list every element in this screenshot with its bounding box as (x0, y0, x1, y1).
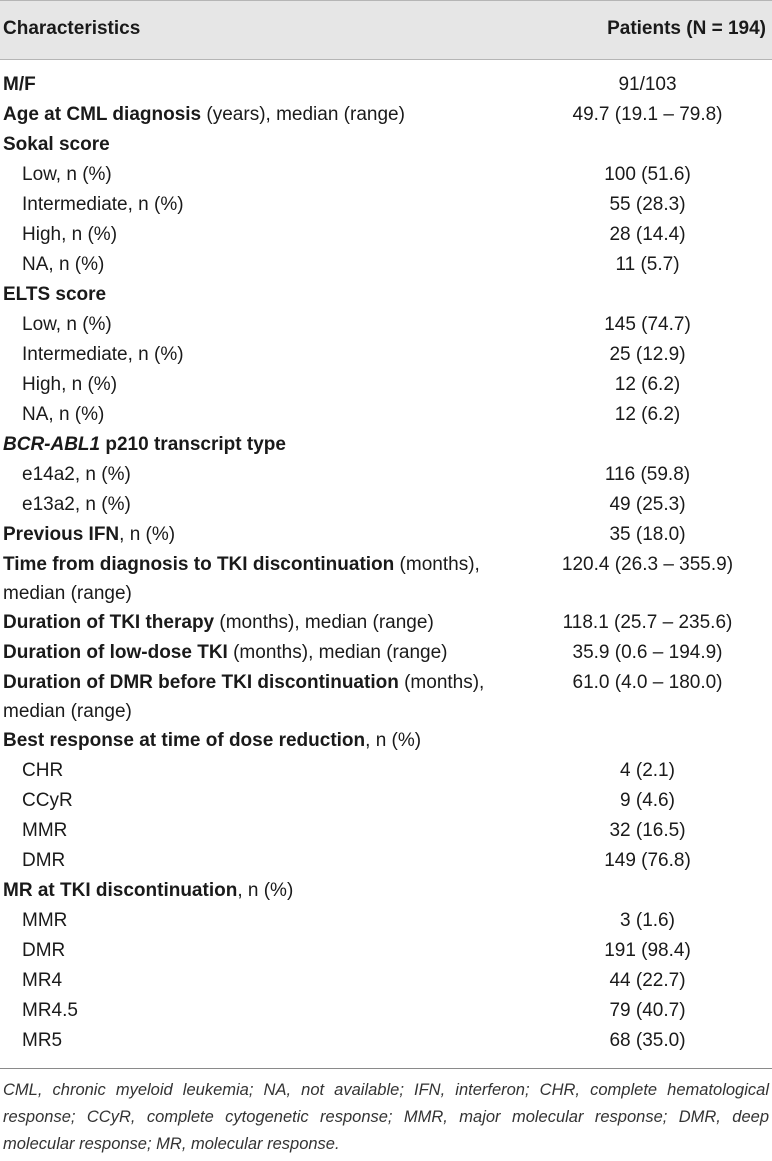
table-row (0, 726, 772, 756)
table-row (0, 638, 772, 668)
row-sub-label: MR4.5 (22, 1000, 78, 1021)
table-row (0, 160, 772, 190)
row-sub-label: Low, n (%) (22, 314, 112, 335)
table-body (0, 70, 772, 1056)
table-row (0, 996, 772, 1026)
row-label (22, 966, 542, 996)
table-bottom-rule (0, 1068, 772, 1069)
row-label (3, 726, 523, 756)
table-row (0, 1026, 772, 1056)
table-row (0, 876, 772, 906)
table-row (0, 280, 772, 310)
table-row (0, 130, 772, 160)
table-row (0, 668, 772, 726)
table-row (0, 906, 772, 936)
row-sub-label: High, n (%) (22, 374, 118, 395)
row-label (22, 310, 542, 340)
row-label (22, 250, 542, 280)
row-value: 116 (59.8) (604, 464, 691, 485)
table-row (0, 846, 772, 876)
row-label-bold: Duration of DMR before TKI discontinuation (3, 672, 399, 693)
row-value: 12 (6.2) (614, 374, 681, 395)
row-label-bold: p210 transcript type (100, 434, 286, 455)
row-sub-label: DMR (22, 850, 66, 871)
table-row (0, 786, 772, 816)
row-label (22, 370, 542, 400)
table-row (0, 220, 772, 250)
row-label (3, 100, 523, 130)
table-row (0, 520, 772, 550)
row-label-rest: (months), median (range) (3, 554, 480, 604)
row-value: 12 (6.2) (614, 404, 681, 425)
row-label (3, 876, 523, 906)
table-row (0, 100, 772, 130)
table-row (0, 608, 772, 638)
row-label (3, 280, 523, 310)
row-value: 49.7 (19.1 – 79.8) (572, 104, 723, 125)
row-value: 120.4 (26.3 – 355.9) (561, 554, 734, 575)
row-label-bold: Duration of TKI therapy (3, 612, 215, 633)
row-sub-label: MMR (22, 820, 68, 841)
table-row (0, 460, 772, 490)
row-value: 35 (18.0) (609, 524, 686, 545)
row-label (22, 490, 542, 520)
row-label-rest: , n (%) (237, 880, 294, 901)
row-value: 25 (12.9) (609, 344, 686, 365)
row-sub-label: MMR (22, 910, 68, 931)
row-value: 35.9 (0.6 – 194.9) (572, 642, 723, 663)
row-label-italic: BCR-ABL1 (3, 434, 101, 455)
row-label (22, 906, 542, 936)
table-row (0, 816, 772, 846)
row-label-bold: Time from diagnosis to TKI discontinuation (3, 554, 395, 575)
row-label-rest: , n (%) (365, 730, 422, 751)
row-label (22, 846, 542, 876)
row-label (22, 340, 542, 370)
table-header (0, 0, 772, 60)
row-label (22, 816, 542, 846)
row-sub-label: MR5 (22, 1030, 63, 1051)
table-row (0, 370, 772, 400)
row-label (22, 460, 542, 490)
row-label (3, 70, 523, 100)
row-value: 4 (2.1) (620, 760, 675, 781)
row-sub-label: DMR (22, 940, 66, 961)
table-row (0, 190, 772, 220)
row-sub-label: e13a2, n (%) (22, 494, 131, 515)
row-value: 68 (35.0) (609, 1030, 686, 1051)
table-footnote: CML, chronic myeloid leukemia; NA, not available; IFN, interferon; CHR, complete hematological response; CCyR, complete cytogenetic response; MMR, major molecular response; DMR, deep molecular response; MR, molecular response. (3, 1081, 769, 1153)
row-label-bold: M/F (3, 74, 36, 95)
row-label (22, 160, 542, 190)
row-label-rest: (months), median (range) (227, 642, 448, 663)
row-label (3, 130, 523, 160)
row-sub-label: e14a2, n (%) (22, 464, 131, 485)
row-label-bold: ELTS score (3, 284, 107, 305)
row-sub-label: Low, n (%) (22, 164, 112, 185)
row-sub-label: MR4 (22, 970, 63, 991)
row-label-bold: Best response at time of dose reduction (3, 730, 366, 751)
row-value: 149 (76.8) (604, 850, 691, 871)
table-row (0, 490, 772, 520)
table-row (0, 936, 772, 966)
row-sub-label: CCyR (22, 790, 73, 811)
row-label (3, 550, 533, 608)
row-label (3, 520, 523, 550)
table-row (0, 400, 772, 430)
row-value: 28 (14.4) (609, 224, 686, 245)
row-label (22, 1026, 542, 1056)
row-sub-label: High, n (%) (22, 224, 118, 245)
table-row (0, 310, 772, 340)
table-row (0, 756, 772, 786)
row-sub-label: NA, n (%) (22, 254, 105, 275)
row-label (22, 190, 542, 220)
row-value: 61.0 (4.0 – 180.0) (572, 672, 723, 693)
table-row (0, 966, 772, 996)
row-value: 11 (5.7) (615, 254, 680, 275)
row-label (3, 608, 523, 638)
row-value: 55 (28.3) (609, 194, 686, 215)
row-value: 145 (74.7) (604, 314, 691, 335)
row-label-rest: , n (%) (119, 524, 176, 545)
row-label (22, 756, 542, 786)
row-sub-label: Intermediate, n (%) (22, 344, 184, 365)
row-label-bold: Previous IFN (3, 524, 120, 545)
row-label-bold: MR at TKI discontinuation (3, 880, 238, 901)
table-row (0, 340, 772, 370)
row-label (22, 996, 542, 1026)
row-value: 49 (25.3) (609, 494, 686, 515)
row-label (22, 220, 542, 250)
row-label-rest: (months), median (range) (214, 612, 434, 633)
row-value: 100 (51.6) (604, 164, 691, 185)
table-row (0, 550, 772, 608)
row-label (22, 786, 542, 816)
row-label (3, 638, 523, 668)
row-label (3, 668, 533, 726)
row-value: 3 (1.6) (620, 910, 675, 931)
row-sub-label: CHR (22, 760, 64, 781)
row-label-bold: Duration of low-dose TKI (3, 642, 228, 663)
row-label-rest: (years), median (range) (201, 104, 405, 125)
table-row (0, 430, 772, 460)
row-value: 118.1 (25.7 – 235.6) (562, 612, 733, 633)
row-value: 44 (22.7) (609, 970, 686, 991)
row-label-bold: Sokal score (3, 134, 110, 155)
row-label-rest: (months), median (range) (3, 672, 485, 722)
row-label (22, 400, 542, 430)
table-row (0, 70, 772, 100)
row-label (22, 936, 542, 966)
row-value: 79 (40.7) (609, 1000, 686, 1021)
row-sub-label: Intermediate, n (%) (22, 194, 184, 215)
row-sub-label: NA, n (%) (22, 404, 105, 425)
row-value: 191 (98.4) (604, 940, 691, 961)
row-value: 91/103 (618, 74, 677, 95)
table-row (0, 250, 772, 280)
header-characteristics: Characteristics (3, 18, 141, 39)
header-patients: Patients (N = 194) (607, 18, 766, 39)
row-value: 9 (4.6) (620, 790, 675, 811)
row-value: 32 (16.5) (609, 820, 686, 841)
row-label (3, 430, 523, 460)
row-label-bold: Age at CML diagnosis (3, 104, 202, 125)
